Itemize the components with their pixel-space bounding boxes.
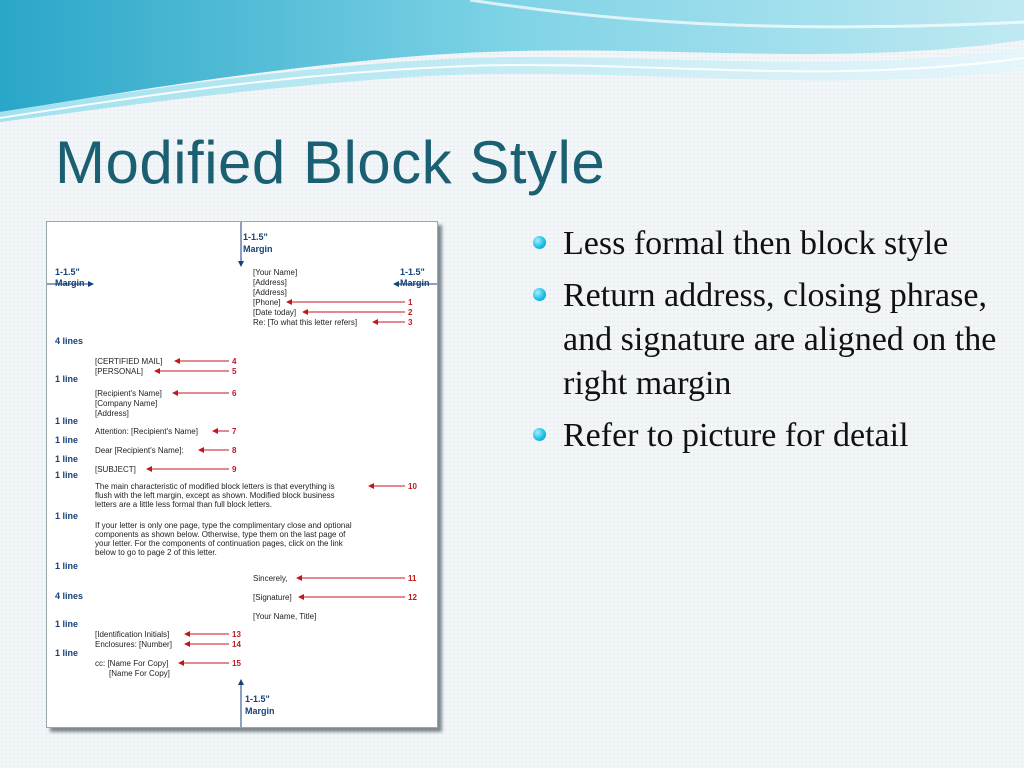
recipient-line: [Address] [95, 409, 129, 418]
name-title-line: [Your Name, Title] [253, 612, 317, 621]
callout-number: 5 [232, 367, 237, 376]
attention-line: Attention: [Recipient's Name] [95, 427, 198, 436]
spacing-label: 4 lines [55, 336, 84, 346]
callout-number: 11 [408, 574, 417, 583]
bullet-item [527, 222, 997, 266]
copy-line: [Name For Copy] [109, 669, 170, 678]
copy-line: cc: [Name For Copy] [95, 659, 169, 668]
body-line: If your letter is only one page, type the complimentary close and optional [95, 521, 352, 530]
spacing-label: 1 line [55, 511, 79, 521]
figure-text-layer [47, 222, 437, 727]
body-line: flush with the left margin, except as shown. Modified block business [95, 491, 335, 500]
bullet-list [527, 222, 997, 466]
bullet-item [527, 274, 997, 406]
bullet-text: Return address, closing phrase, and signature are aligned on the right margin [563, 277, 997, 402]
header-line: [Address] [253, 288, 287, 297]
spacing-label: 1 line [55, 416, 79, 426]
callout-number: 7 [232, 427, 237, 436]
recipient-line: [Company Name] [95, 399, 158, 408]
body-line: letters are a little less formal than full block letters. [95, 500, 272, 509]
signature-line: [Signature] [253, 593, 292, 602]
callout-number: 6 [232, 389, 237, 398]
callout-number: 2 [408, 308, 413, 317]
notation-line: [CERTIFIED MAIL] [95, 357, 163, 366]
body-line: your letter. For the components of continuation pages, click on the link [95, 539, 343, 548]
right-margin-label: 1-1.5" [400, 267, 425, 277]
header-line: [Date today] [253, 308, 297, 317]
bullet-text: Less formal then block style [563, 225, 949, 262]
closing-line: Sincerely, [253, 574, 288, 583]
letter-format-figure [46, 221, 438, 728]
callout-number: 14 [232, 640, 241, 649]
bullet-dot-icon [533, 288, 546, 301]
callout-number: 9 [232, 465, 237, 474]
slide-title: Modified Block Style [55, 129, 606, 196]
callout-number: 15 [232, 659, 241, 668]
spacing-label: 1 line [55, 435, 79, 445]
recipient-line: [Recipient's Name] [95, 389, 162, 398]
bullet-item [527, 414, 997, 458]
spacing-label: 1 line [55, 648, 79, 658]
callout-number: 3 [408, 318, 413, 327]
enclosures-line: Enclosures: [Number] [95, 640, 172, 649]
notation-line: [PERSONAL] [95, 367, 144, 376]
decorative-wave-header [0, 0, 1024, 130]
callout-number: 13 [232, 630, 241, 639]
identification-line: [Identification Initials] [95, 630, 170, 639]
spacing-label: 4 lines [55, 591, 84, 601]
right-margin-label: Margin [400, 278, 430, 288]
bullet-dot-icon [533, 428, 546, 441]
header-line: Re: [To what this letter refers] [253, 318, 358, 327]
bottom-margin-label: Margin [245, 706, 275, 716]
body-line: The main characteristic of modified block letters is that everything is [95, 482, 335, 491]
header-line: [Phone] [253, 298, 281, 307]
callout-number: 1 [408, 298, 413, 307]
callout-number: 12 [408, 593, 417, 602]
spacing-label: 1 line [55, 619, 79, 629]
left-margin-label: Margin [55, 278, 85, 288]
body-line: components as shown below. Otherwise, type them on the last page of [95, 530, 346, 539]
header-line: [Your Name] [253, 268, 298, 277]
body-line: below to go to page 2 of this letter. [95, 548, 217, 557]
bullet-dot-icon [533, 236, 546, 249]
header-line: [Address] [253, 278, 287, 287]
top-margin-label: 1-1.5" [243, 232, 268, 242]
callout-number: 8 [232, 446, 237, 455]
left-margin-label: 1-1.5" [55, 267, 80, 277]
spacing-label: 1 line [55, 454, 79, 464]
spacing-label: 1 line [55, 470, 79, 480]
callout-number: 4 [232, 357, 237, 366]
bottom-margin-label: 1-1.5" [245, 694, 270, 704]
salutation-line: Dear [Recipient's Name]: [95, 446, 184, 455]
subject-line: [SUBJECT] [95, 465, 136, 474]
spacing-label: 1 line [55, 561, 79, 571]
top-margin-label: Margin [243, 244, 273, 254]
callout-number: 10 [408, 482, 417, 491]
bullet-text: Refer to picture for detail [563, 417, 909, 454]
spacing-label: 1 line [55, 374, 79, 384]
